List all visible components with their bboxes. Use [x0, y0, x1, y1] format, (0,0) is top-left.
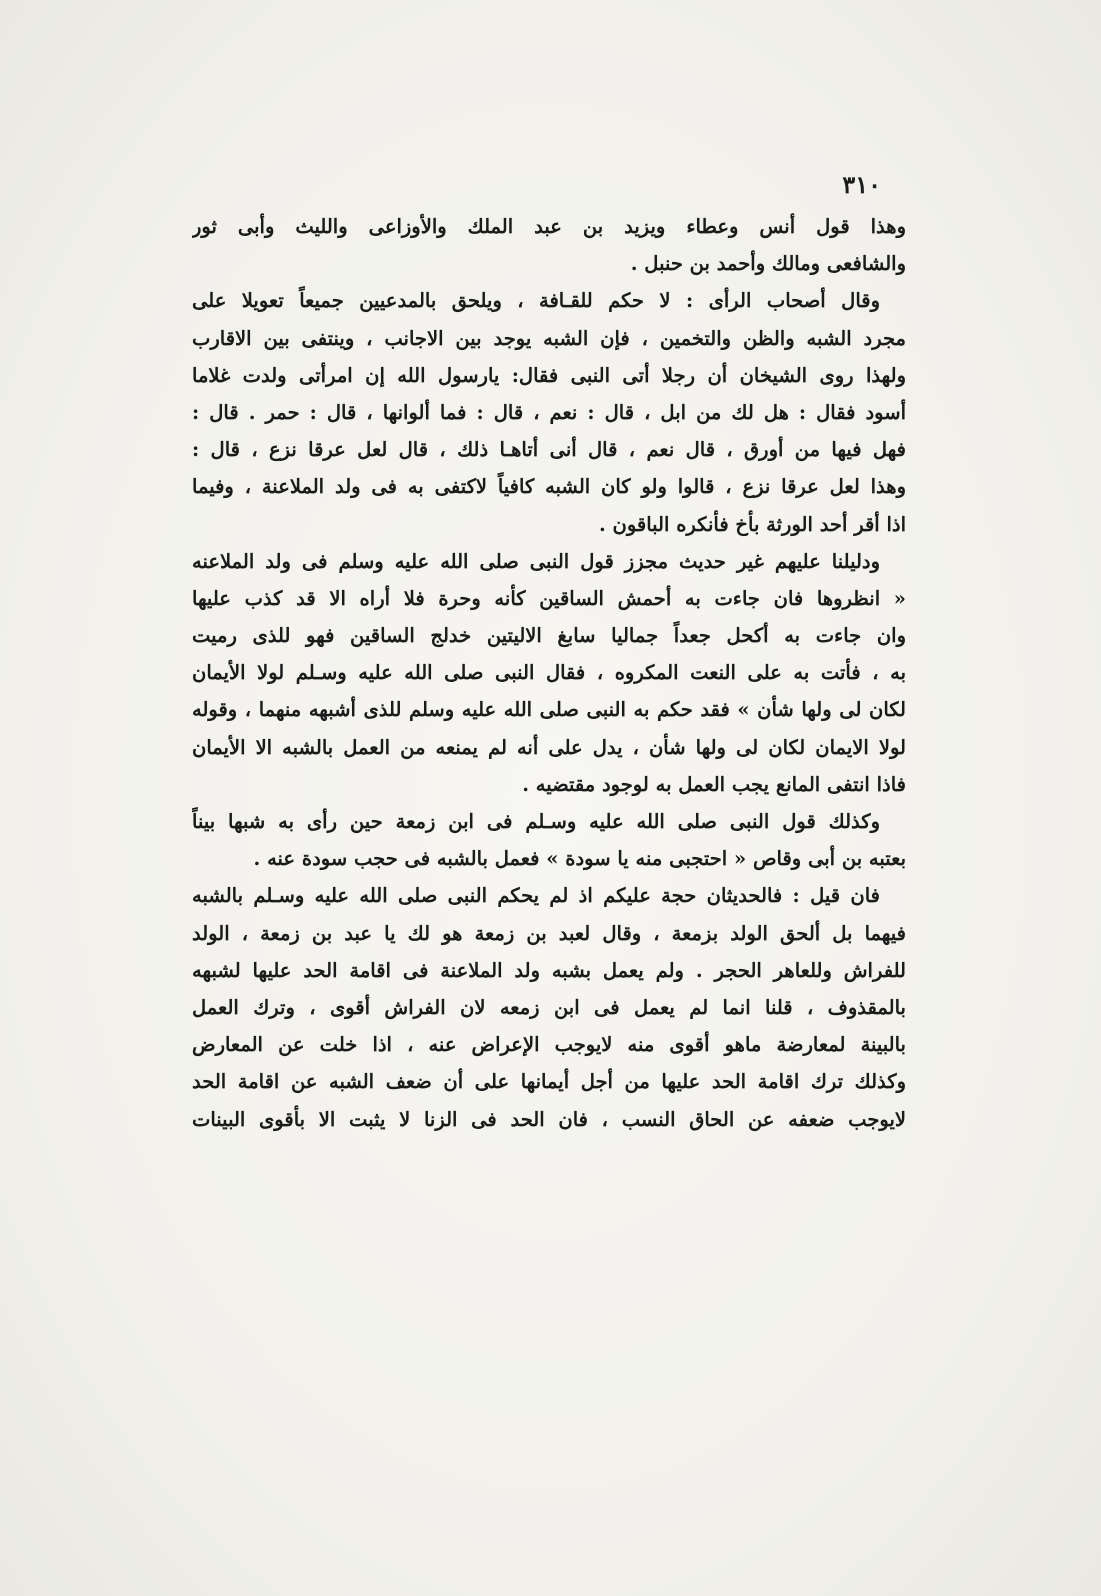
- text-line: لكان لى ولها شأن » فقد حكم به النبى صلى الله عليه وسلم للذى أشبهه منهما ، وقوله: [192, 698, 906, 722]
- text-line: فان قيل : فالحديثان حجة عليكم اذ لم يحكم النبى صلى الله عليه وسـلم بالشبه: [192, 884, 880, 908]
- text-line: بالمقذوف ، قلنا انما لم يعمل فى ابن زمعه لان الفراش أقوى ، وترك العمل: [192, 995, 906, 1019]
- text-line: بعتبه بن أبى وقاص « احتجبى منه يا سودة » فعمل بالشبه فى حجب سودة عنه .: [253, 847, 906, 871]
- text-line: للفراش وللعاهر الحجر . ولم يعمل بشبه ولد الملاعنة فى اقامة الحد عليها لشبهه: [192, 958, 906, 982]
- page-number: ٣١٠: [842, 170, 881, 199]
- body-text: [192, 208, 906, 1138]
- text-line: فيهما بل ألحق الولد بزمعة ، وقال لعبد بن زمعة هو لك يا عبد بن زمعة ، الولد: [192, 921, 906, 945]
- text-line: فهل فيها من أورق ، قال نعم ، قال أنى أتاهـا ذلك ، قال لعل عرقا نزع ، قال :: [192, 438, 906, 462]
- text-line: وكذلك قول النبى صلى الله عليه وسـلم فى ابن زمعة حين رأى به شبها بيناً: [192, 810, 880, 833]
- text-line: وكذلك ترك اقامة الحد عليها من أجل أيمانها على أن ضعف الشبه عن اقامة الحد: [192, 1070, 906, 1094]
- text-line: ولهذا روى الشيخان أن رجلا أتى النبى فقال: يارسول الله إن امرأتى ولدت غلاما: [192, 363, 906, 387]
- text-line: بالبينة لمعارضة ماهو أقوى منه لايوجب الإعراض عنه ، اذا خلت عن المعارض: [192, 1033, 906, 1057]
- text-line: لايوجب ضعفه عن الحاق النسب ، فان الحد فى الزنا لا يثبت الا بأقوى البينات: [192, 1107, 906, 1131]
- text-line: وهذا لعل عرقا نزع ، قالوا ولو كان الشبه كافياً لاكتفى به فى ولد الملاعنة ، وفيما: [192, 475, 906, 499]
- text-line: فاذا انتفى المانع يجب العمل به لوجود مقتضيه .: [522, 772, 906, 796]
- text-line: وان جاءت به أكحل جعداً جماليا سابغ الاليتين خدلج الساقين فهو للذى رميت: [192, 624, 906, 648]
- text-line: لولا الايمان لكان لى ولها شأن ، يدل على أنه لم يمنعه من العمل بالشبه الا الأيمان: [192, 735, 906, 759]
- text-line: اذا أقر أحد الورثة بأخ فأنكره الباقون .: [598, 512, 906, 536]
- text-line: مجرد الشبه والظن والتخمين ، فإن الشبه يوجد بين الاجانب ، وينتفى بين الاقارب: [192, 326, 906, 350]
- text-line: وهذا قول أنس وعطاء ويزيد بن عبد الملك والأوزاعى والليث وأبى ثور: [192, 215, 906, 238]
- text-line: والشافعى ومالك وأحمد بن حنبل .: [630, 252, 906, 276]
- text-line: ودليلنا عليهم غير حديث مجزز قول النبى صلى الله عليه وسلم فى ولد الملاعنه: [192, 549, 880, 573]
- text-line: « انظروها فان جاءت به أحمش الساقين كأنه وحرة فلا أراه الا قد كذب عليها: [192, 586, 906, 610]
- text-line: به ، فأتت به على النعت المكروه ، فقال النبى صلى الله عليه وسـلم لولا الأيمان: [192, 661, 906, 685]
- text-line: وقال أصحاب الرأى : لا حكم للقـافة ، ويلحق بالمدعيين جميعاً تعويلا على: [192, 289, 880, 313]
- text-line: أسود فقال : هل لك من ابل ، قال : نعم ، قال : فما ألوانها ، قال : حمر . قال :: [192, 400, 906, 424]
